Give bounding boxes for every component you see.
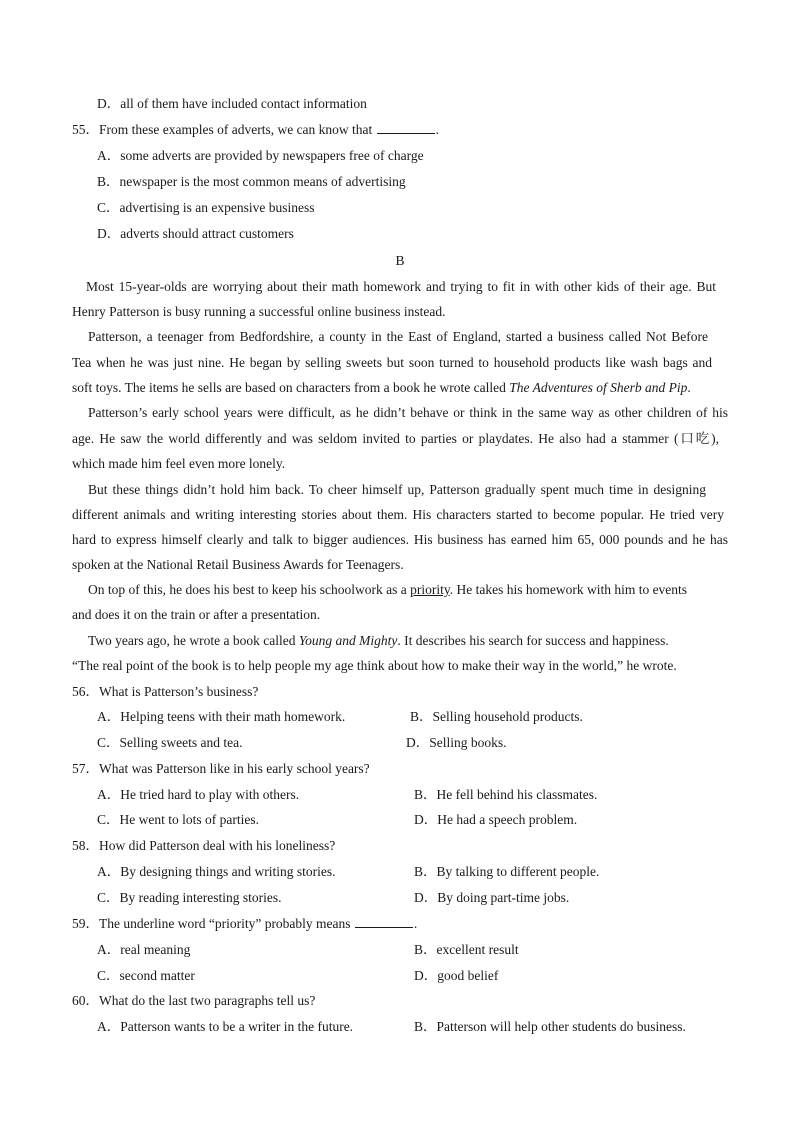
q56-stem: 56．What is Patterson’s business?	[72, 684, 259, 699]
passage-p5-text-end: . He takes his homework with him to events	[449, 582, 688, 597]
underlined-word-priority: priority	[410, 582, 450, 597]
q55-option-a: A．some adverts are provided by newspapers free of charge	[97, 148, 424, 163]
passage-p3-line2: age. He saw the world differently and was seldom invited to parties or playdates. He also had a stammer (口吃),	[72, 431, 719, 446]
passage-p6-line1	[88, 632, 669, 650]
passage-p1-line2: Henry Patterson is busy running a successful online business instead.	[72, 304, 446, 319]
q60-stem: 60．What do the last two paragraphs tell us?	[72, 993, 316, 1008]
q55-stem-text: 55．From these examples of adverts, we can know that	[72, 122, 376, 137]
passage-p6-text: Two years ago, he wrote a book called	[88, 633, 299, 648]
q59-option-d: D．good belief	[414, 968, 499, 983]
book-title-sherb-and-pip: The Adventures of Sherb and Pip	[509, 380, 688, 395]
q55-option-b: B．newspaper is the most common means of advertising	[97, 174, 406, 189]
q59-option-a: A．real meaning	[97, 942, 191, 957]
q59-stem	[72, 915, 417, 933]
q56-option-b: B．Selling household products.	[410, 709, 583, 724]
q60-option-a: A．Patterson wants to be a writer in the future.	[97, 1019, 354, 1034]
q57-option-d: D．He had a speech problem.	[414, 812, 578, 827]
passage-p2-line1: Patterson, a teenager from Bedfordshire, a county in the East of England, started a business called Not Before	[88, 329, 708, 344]
q55-stem	[72, 121, 439, 139]
passage-p3-line1: Patterson’s early school years were difficult, as he didn’t behave or think in the same way as other children of his	[88, 405, 728, 420]
passage-p4-line3: hard to express himself clearly and talk to bigger audiences. His business has earned him 65, 000 pounds and he has	[72, 532, 728, 547]
q58-option-c: C．By reading interesting stories.	[97, 890, 282, 905]
q55-option-c: C．advertising is an expensive business	[97, 200, 315, 215]
section-heading: B	[395, 253, 405, 268]
q59-option-b: B．excellent result	[414, 942, 519, 957]
passage-p6-line2: “The real point of the book is to help people my age think about how to make their way in the world,” he wrote.	[72, 658, 677, 673]
passage-p3-line3: which made him feel even more lonely.	[72, 456, 286, 471]
passage-p1-line1: Most 15-year-olds are worrying about their math homework and trying to fit in with other kids of their age. But	[86, 279, 716, 294]
passage-p2-line2: Tea when he was just nine. He began by selling sweets but soon turned to household products like wash bags and	[72, 355, 712, 370]
q59-stem-end: .	[413, 916, 418, 931]
passage-p2-line3	[72, 379, 691, 397]
q59-stem-text: 59．The underline word “priority” probably means	[72, 916, 354, 931]
q58-option-b: B．By talking to different people.	[414, 864, 600, 879]
q54-option-d: D．all of them have included contact information	[97, 96, 367, 111]
passage-p5-line1	[88, 581, 687, 599]
passage-p4-line2: different animals and writing interesting stories about them. His characters started to become popular. He tried very	[72, 507, 724, 522]
q56-option-a: A．Helping teens with their math homework.	[97, 709, 346, 724]
answer-blank	[355, 915, 413, 928]
q57-stem: 57．What was Patterson like in his early school years?	[72, 761, 370, 776]
passage-p5-line2: and does it on the train or after a presentation.	[72, 607, 321, 622]
answer-blank	[377, 121, 435, 134]
passage-p4-line4: spoken at the National Retail Business Awards for Teenagers.	[72, 557, 404, 572]
q56-option-d: D．Selling books.	[406, 735, 507, 750]
q57-option-b: B．He fell behind his classmates.	[414, 787, 598, 802]
passage-p2-end: .	[687, 380, 691, 395]
passage-p5-text: On top of this, he does his best to keep his schoolwork as a	[88, 582, 411, 597]
q58-option-d: D．By doing part-time jobs.	[414, 890, 570, 905]
book-title-young-and-mighty: Young and Mighty	[298, 633, 398, 648]
q55-stem-end: .	[435, 122, 440, 137]
q57-option-c: C．He went to lots of parties.	[97, 812, 259, 827]
q58-option-a: A．By designing things and writing stories.	[97, 864, 336, 879]
q55-option-d: D．adverts should attract customers	[97, 226, 294, 241]
passage-p4-line1: But these things didn’t hold him back. To cheer himself up, Patterson gradually spent much time in designing	[88, 482, 706, 497]
q59-option-c: C．second matter	[97, 968, 195, 983]
q56-option-c: C．Selling sweets and tea.	[97, 735, 243, 750]
passage-p2-text: soft toys. The items he sells are based on characters from a book he wrote called	[72, 380, 510, 395]
q60-option-b: B．Patterson will help other students do business.	[414, 1019, 686, 1034]
passage-p6-text-end: . It describes his search for success and happiness.	[397, 633, 669, 648]
q57-option-a: A．He tried hard to play with others.	[97, 787, 300, 802]
q58-stem: 58．How did Patterson deal with his loneliness?	[72, 838, 336, 853]
